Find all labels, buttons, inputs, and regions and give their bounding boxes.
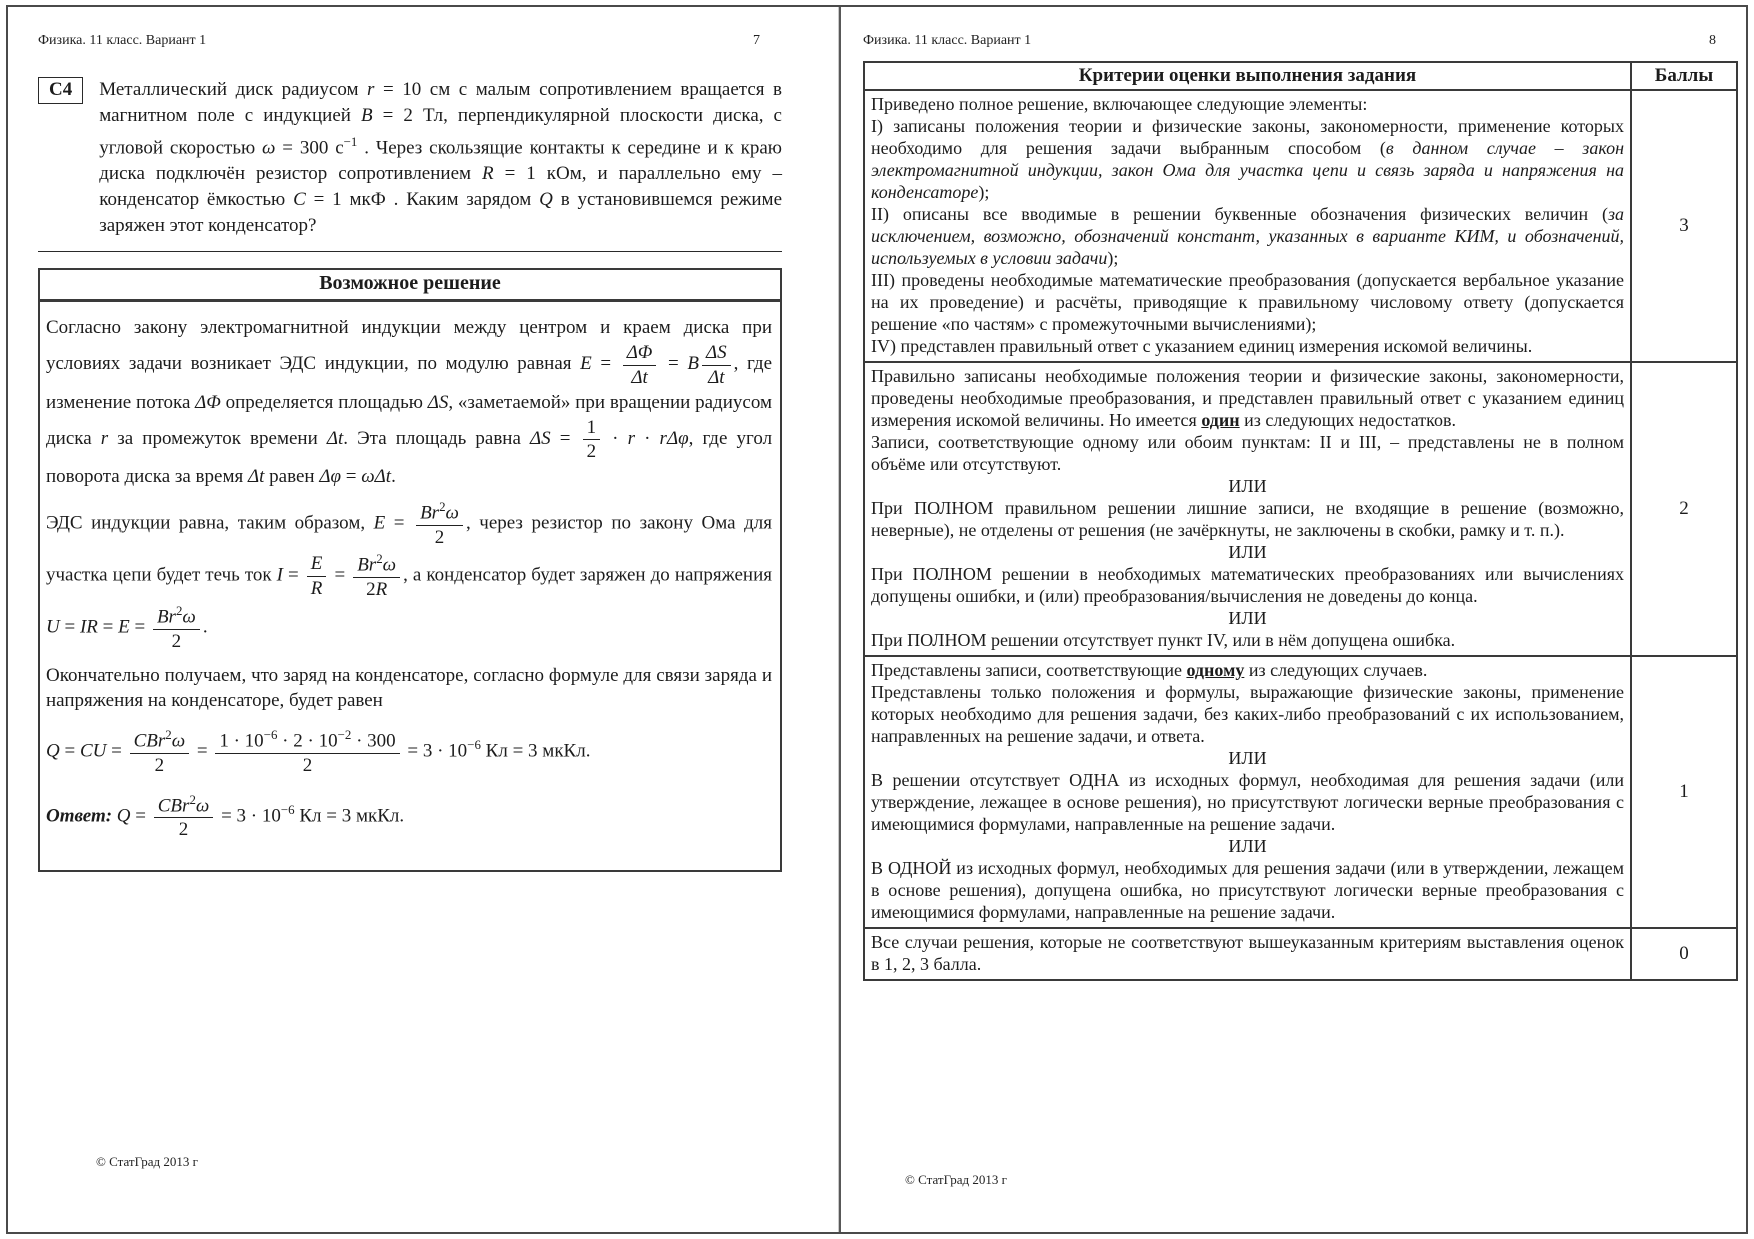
paragraph: Записи, соответствующие одному или обоим пунктам: II и III, – представлены не в полном объёме или отсутствуют.	[871, 432, 1624, 474]
paragraph: III) проведены необходимые математические преобразования (допускается вербальное указание на их проведение) и расчёты, приводящие к правильному числовому ответу (допускается решение «по частям» с промежуточными вычислениями);	[871, 270, 1624, 334]
header-title: Физика. 11 класс. Вариант 1	[863, 33, 1032, 48]
copyright-footer: © СтатГрад 2013 г	[905, 1172, 1007, 1187]
task-label-c4: С4	[38, 77, 83, 104]
fraction: $\frac{\Delta\Phi}{\Delta t}$	[623, 342, 657, 388]
criteria-description-cell	[864, 362, 1631, 656]
score-cell: 1	[1631, 656, 1737, 928]
paragraph: В ОДНОЙ из исходных формул, необходимых для решения задачи (или в утверждении, лежащем в основе решения), допущена ошибка, но присутствуют логически верные преобразования с имеющимися формулами, направленные на решение задачи.	[871, 858, 1624, 922]
criteria-table	[863, 61, 1738, 981]
paragraph: I) записаны положения теории и физические законы, закономерности, применение которых необходимо для решения задачи выбранным способом (в данном случае – закон электромагнитной индукции, закон Ома для участка цепи и связь заряда и напряжения на конденсаторе);	[871, 116, 1624, 202]
page-7	[8, 7, 838, 1232]
paragraph: Приведено полное решение, включающее следующие элементы:	[871, 94, 1368, 114]
page-spread	[6, 5, 1748, 1234]
header-title: Физика. 11 класс. Вариант 1	[38, 33, 207, 48]
paragraph: Представлены только положения и формулы, выражающие физические законы, применение которых необходимо для решения задачи, без каких-либо преобразований с их использованием, направленных на решение задачи, и ответа.	[871, 682, 1624, 746]
score-cell: 2	[1631, 362, 1737, 656]
paragraph: ИЛИ	[1228, 476, 1267, 496]
fraction: $\frac{1}{2}$	[583, 417, 601, 463]
page-header	[38, 33, 782, 49]
paragraph: При ПОЛНОМ правильном решении лишние записи, не входящие в решение (возможно, неверные), не отделены от решения (не зачёркнуты, не заключены в скобки, рамку и т. п.).	[871, 498, 1624, 540]
copyright-footer: © СтатГрад 2013 г	[96, 1154, 198, 1169]
criteria-row	[864, 362, 1737, 656]
paragraph: II) описаны все вводимые в решении буквенные обозначения физических величин (за исключением, возможно, обозначений констант, указанных в варианте КИМ, и обозначений, используемых в условии задачи);	[871, 204, 1624, 268]
paragraph: При ПОЛНОМ решении отсутствует пункт IV, или в нём допущена ошибка.	[871, 630, 1456, 650]
paragraph: Q = CU = $\frac{CBr^2\omega}{2}$ = $\frac{1 \cdot 10^{-6} \cdot 2 \cdot 10^{-2} \cdot 300}{2}$ = $3 \cdot 10^{-6}$ Кл = 3 мкКл.	[46, 726, 591, 776]
paragraph: ИЛИ	[1228, 748, 1267, 768]
fraction: $\frac{E}{R}$	[307, 553, 327, 599]
criteria-row	[864, 656, 1737, 928]
page-number: 7	[753, 33, 760, 48]
fraction: $\frac{Br^2\omega}{2}$	[416, 500, 463, 548]
fraction: $\frac{1 \cdot 10^{-6} \cdot 2 \cdot 10^{-2} \cdot 300}{2}$	[215, 728, 399, 776]
task-block	[38, 77, 782, 252]
paragraph: Все случаи решения, которые не соответствуют вышеуказанным критериям выставления оценок в 1, 2, 3 балла.	[871, 932, 1624, 974]
criteria-row	[864, 90, 1737, 362]
fraction: $\frac{CBr^2\omega}{2}$	[130, 728, 190, 776]
paragraph: Окончательно получаем, что заряд на конденсаторе, согласно формуле для связи заряда и напряжения на конденсаторе, будет равен	[46, 664, 772, 711]
paragraph: IV) представлен правильный ответ с указанием единиц измерения искомой величины.	[871, 336, 1533, 356]
paragraph: Представлены записи, соответствующие одному из следующих случаев.	[871, 660, 1428, 680]
criteria-description-cell	[864, 90, 1631, 362]
paragraph: В решении отсутствует ОДНА из исходных формул, необходимая для решения задачи (или утверждение, лежащее в основе решения), но присутствуют логически верные преобразования с имеющимися формулами, направленные на решение задачи.	[871, 770, 1624, 834]
solution-body	[40, 302, 780, 869]
paragraph: Ответ: Q = $\frac{CBr^2\omega}{2}$ = $3 \cdot 10^{-6}$ Кл = 3 мкКл.	[46, 791, 405, 841]
solution-title: Возможное решение	[40, 270, 780, 302]
fraction: $\frac{CBr^2\omega}{2}$	[154, 793, 214, 841]
criteria-description-cell	[864, 928, 1631, 980]
score-column-header: Баллы	[1631, 62, 1737, 90]
fraction: $\frac{Br^2\omega}{2}$	[153, 604, 200, 652]
criteria-title: Критерии оценки выполнения задания	[864, 62, 1631, 90]
paragraph: ИЛИ	[1228, 608, 1267, 628]
fraction: $\frac{Br^2\omega}{2R}$	[353, 552, 400, 600]
paragraph: ИЛИ	[1228, 542, 1267, 562]
criteria-row	[864, 928, 1737, 980]
page-header	[863, 33, 1738, 49]
score-cell: 3	[1631, 90, 1737, 362]
task-text	[99, 77, 782, 239]
paragraph: Правильно записаны необходимые положения теории и физические законы, закономерности, проведены необходимые преобразования, и представлен правильный ответ с указанием единиц измерения искомой величины. Но имеется один из следующих недостатков.	[871, 366, 1624, 430]
criteria-description-cell	[864, 656, 1631, 928]
paragraph: При ПОЛНОМ решении в необходимых математических преобразованиях или вычислениях допущены ошибки, и (или) преобразования/вычисления не доведены до конца.	[871, 564, 1624, 606]
solution-table	[38, 268, 782, 871]
paragraph: Согласно закону электромагнитной индукции между центром и краем диска при условиях задачи возникает ЭДС индукции, по модулю равная E = $\frac{\Delta\Phi}{\Delta t}$ = B $\frac{\Delta S}{\Delta t}$ , где изменение потока ΔΦ определяется площадью ΔS, «заметаемой» при вращении радиусом диска r за промежуток времени Δt. Эта площадь равна ΔS = $\frac{1}{2}$ · r · rΔφ, где угол поворота диска за время Δt равен Δφ = ωΔt.	[46, 317, 773, 488]
paragraph: ИЛИ	[1228, 836, 1267, 856]
fraction: $\frac{\Delta S}{\Delta t}$	[702, 342, 731, 388]
score-cell: 0	[1631, 928, 1737, 980]
page-number: 8	[1709, 33, 1716, 48]
paragraph: Металлический диск радиусом r = 10 см с малым сопротивлением вращается в магнитном поле с индукцией B = 2 Тл, перпендикулярной плоскости диска, с угловой скоростью ω = 300 $с^{-1}$ . Через скользящие контакты к середине и к краю диска подключён резистор сопротивлением R = 1 кОм, и параллельно ему – конденсатор ёмкостью C = 1 мкФ . Каким зарядом Q в установившемся режиме заряжен этот конденсатор?	[99, 79, 783, 237]
page-8	[841, 7, 1746, 1232]
paragraph: ЭДС индукции равна, таким образом, E = $\frac{Br^2\omega}{2}$ , через резистор по закону Ома для участка цепи будет течь ток I = $\frac{E}{R}$ = $\frac{Br^2\omega}{2R}$ , а конденсатор будет заряжен до напряжения U = IR = E = $\frac{Br^2\omega}{2}$ .	[46, 499, 772, 652]
criteria-header-row	[864, 62, 1737, 90]
